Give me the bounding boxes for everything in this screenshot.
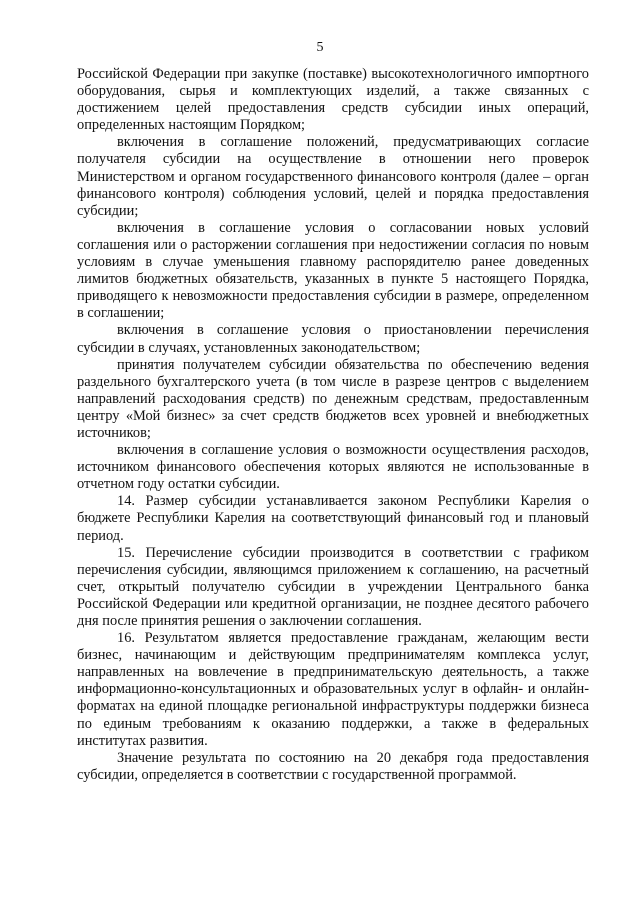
paragraph: включения в соглашение положений, предусматривающих согласие получателя субсидии на осуществление в отношении него проверок Министерством и органом государственного финансового контроля (далее – орган финансового контроля) соблюдения условий, целей и порядка предоставления субсидии; (77, 134, 589, 219)
page-number: 5 (316, 40, 324, 55)
paragraph: включения в соглашение условия о возможности осуществления расходов, источником финансового обеспечения которых являются не использованные в отчетном году остатки субсидии. (77, 442, 589, 493)
paragraph: включения в соглашение условия о согласовании новых условий соглашения или о расторжении соглашения при недостижении согласия по новым условиям в случае уменьшения главному распорядителю ранее доведенных лимитов бюджетных обязательств, указанных в пункте 5 настоящего Порядка, приводящего к невозможности предоставления субсидии в размере, определенном в соглашении; (77, 219, 589, 322)
paragraph: Значение результата по состоянию на 20 декабря года предоставления субсидии, определяется в соответствии с государственной программой. (77, 749, 589, 783)
paragraph-clause-14: 14. Размер субсидии устанавливается законом Республики Карелия о бюджете Республики Карелия на соответствующий финансовый год и плановый период. (77, 493, 589, 544)
document-body (77, 66, 589, 784)
paragraph-continuation: Российской Федерации при закупке (поставке) высокотехнологичного импортного оборудования, сырья и комплектующих изделий, а также связанных с достижением целей предоставления средств субсидии иных операций, определенных настоящим Порядком; (77, 66, 589, 134)
paragraph-clause-16: 16. Результатом является предоставление гражданам, желающим вести бизнес, начинающим и действующим предпринимателям комплекса услуг, направленных на вовлечение в предпринимательскую деятельность, а также информационно-консультационных и образовательных услуг в офлайн- и онлайн-форматах на единой площадке региональной инфраструктуры поддержки бизнеса по единым требованиям к оказанию поддержки, а также в федеральных институтах развития. (77, 630, 589, 749)
paragraph-clause-15: 15. Перечисление субсидии производится в соответствии с графиком перечисления субсидии, являющимся приложением к соглашению, на расчетный счет, открытый получателю субсидии в учреждении Центрального банка Российской Федерации или кредитной организации, не позднее десятого рабочего дня после принятия решения о заключении соглашения. (77, 544, 589, 629)
paragraph: включения в соглашение условия о приостановлении перечисления субсидии в случаях, установленных законодательством; (77, 322, 589, 356)
paragraph: принятия получателем субсидии обязательства по обеспечению ведения раздельного бухгалтерского учета (в том числе в разрезе центров с выделением направлений расходования средств) по денежным средствам, предоставленным центру «Мой бизнес» за счет средств бюджетов всех уровней и внебюджетных источников; (77, 356, 589, 441)
